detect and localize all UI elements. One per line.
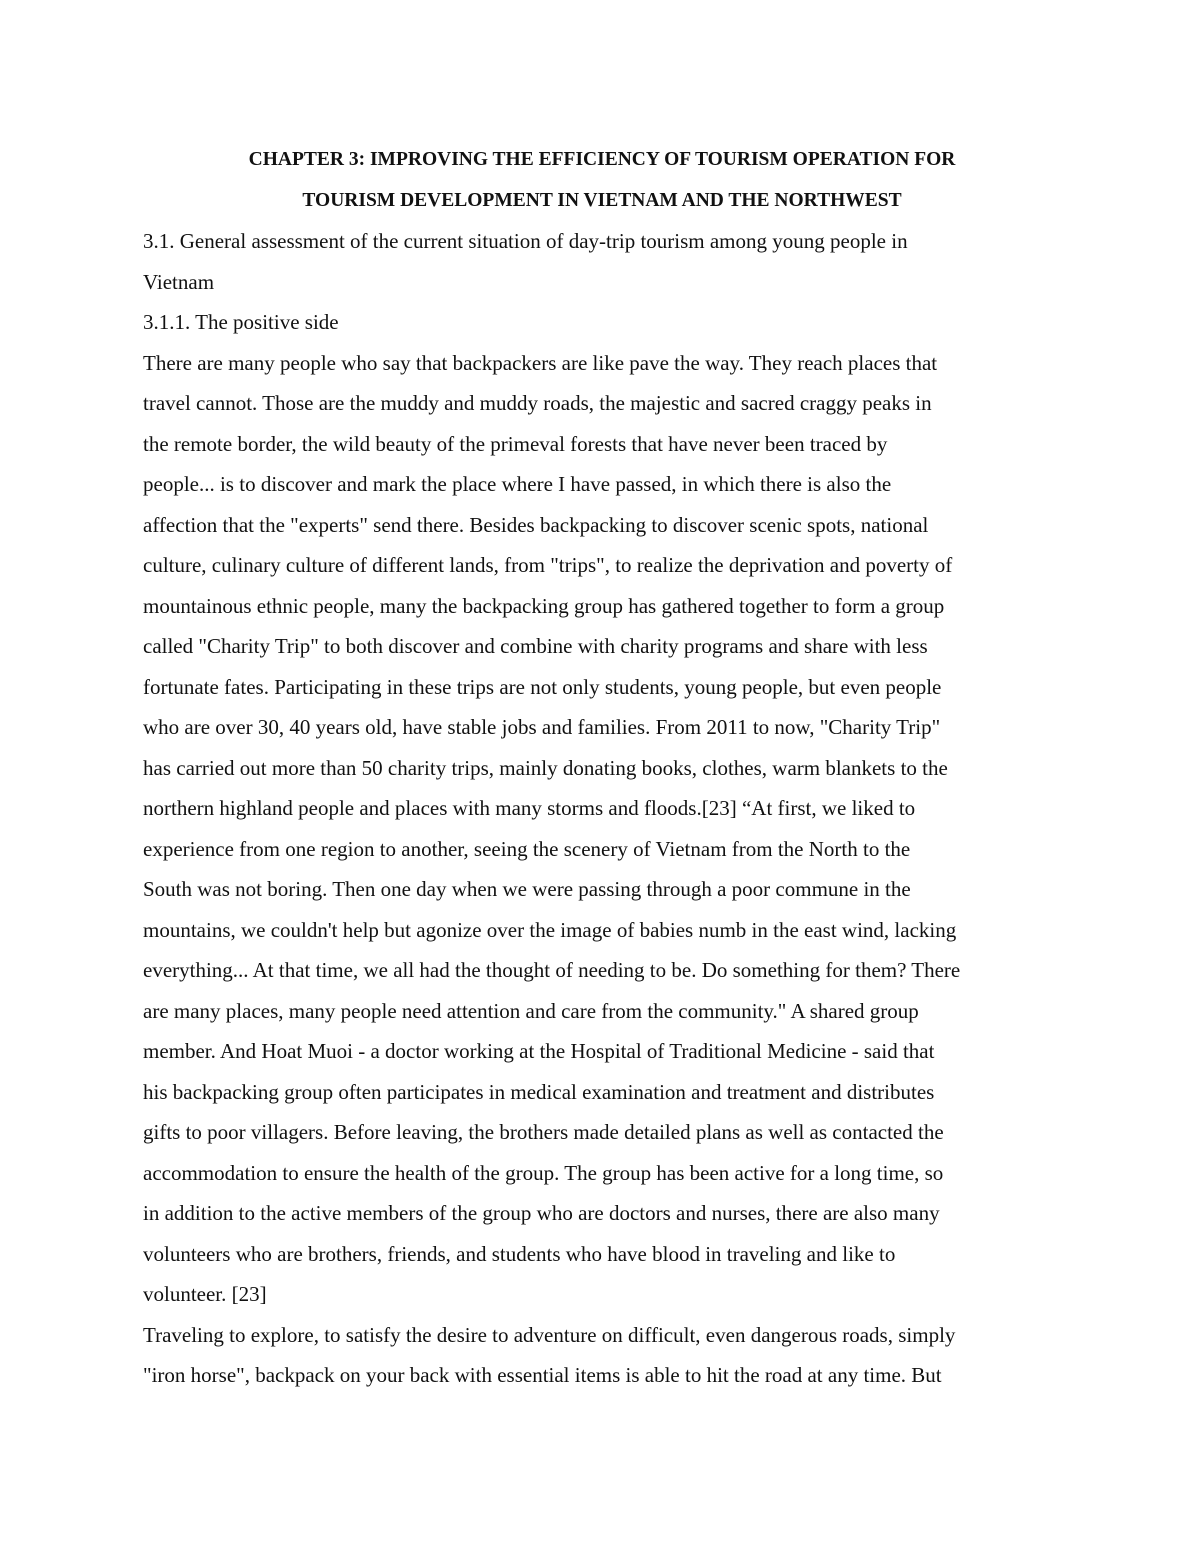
paragraph-line: volunteer. [23] — [143, 1282, 267, 1306]
paragraph-line: accommodation to ensure the health of the group. The group has been active for a long time, so — [143, 1160, 944, 1185]
page-content — [143, 140, 1061, 1396]
section-heading-line: 3.1. General assessment of the current situation of day-trip tourism among young people in — [143, 229, 908, 253]
paragraph-line: affection that the "experts" send there. Besides backpacking to discover scenic spots, national — [143, 512, 929, 537]
paragraph-line: mountainous ethnic people, many the backpacking group has gathered together to form a group — [143, 593, 945, 618]
paragraph-line: "iron horse", backpack on your back with essential items is able to hit the road at any time. But — [143, 1363, 942, 1387]
paragraph-line: in addition to the active members of the group who are doctors and nurses, there are also many — [143, 1201, 940, 1225]
paragraph-line: gifts to poor villagers. Before leaving, the brothers made detailed plans as well as contacted the — [143, 1120, 944, 1144]
paragraph-line: everything... At that time, we all had the thought of needing to be. Do something for them? There — [143, 958, 961, 982]
section-heading-line: Vietnam — [143, 269, 215, 294]
paragraph-line: called "Charity Trip" to both discover and combine with charity programs and share with less — [143, 634, 928, 658]
chapter-title — [143, 140, 1061, 221]
paragraph-line: are many places, many people need attention and care from the community." A shared group — [143, 998, 919, 1023]
chapter-title-line: CHAPTER 3: IMPROVING THE EFFICIENCY OF TOURISM OPERATION FOR — [248, 149, 956, 170]
paragraph-line: culture, culinary culture of different lands, from "trips", to realize the deprivation and poverty of — [143, 553, 953, 577]
chapter-title-line: TOURISM DEVELOPMENT IN VIETNAM AND THE NORTHWEST — [302, 189, 902, 211]
paragraph-traveling-to-explore — [143, 1315, 1061, 1396]
paragraph-line: his backpacking group often participates in medical examination and treatment and distributes — [143, 1079, 935, 1104]
subsection-heading-line: 3.1.1. The positive side — [143, 310, 339, 334]
paragraph-line: has carried out more than 50 charity trips, mainly donating books, clothes, warm blankets to the — [143, 755, 948, 780]
paragraph-line: the remote border, the wild beauty of the primeval forests that have never been traced by — [143, 431, 888, 456]
paragraph-line: people... is to discover and mark the place where I have passed, in which there is also the — [143, 472, 892, 496]
paragraph-line: Traveling to explore, to satisfy the desire to adventure on difficult, even dangerous roads, simply — [143, 1322, 956, 1347]
paragraph-line: volunteers who are brothers, friends, and students who have blood in traveling and like to — [143, 1241, 896, 1266]
section-heading — [143, 221, 1061, 302]
paragraph-line: There are many people who say that backpackers are like pave the way. They reach places that — [143, 350, 938, 375]
subsection-heading — [143, 302, 1061, 343]
paragraph-line: experience from one region to another, seeing the scenery of Vietnam from the North to the — [143, 836, 911, 861]
paragraph-line: South was not boring. Then one day when we were passing through a poor commune in the — [143, 877, 911, 901]
paragraph-line: fortunate fates. Participating in these trips are not only students, young people, but even people — [143, 674, 942, 699]
paragraph-line: member. And Hoat Muoi - a doctor working at the Hospital of Traditional Medicine - said that — [143, 1039, 935, 1063]
paragraph-charity-trip — [143, 343, 1061, 1315]
paragraph-line: who are over 30, 40 years old, have stable jobs and families. From 2011 to now, "Charity Trip" — [143, 715, 941, 739]
paragraph-line: mountains, we couldn't help but agonize over the image of babies numb in the east wind, lacking — [143, 917, 957, 942]
paragraph-line: northern highland people and places with many storms and floods.[23] “At first, we liked to — [143, 796, 916, 820]
paragraph-line: travel cannot. Those are the muddy and muddy roads, the majestic and sacred craggy peaks in — [143, 391, 932, 415]
